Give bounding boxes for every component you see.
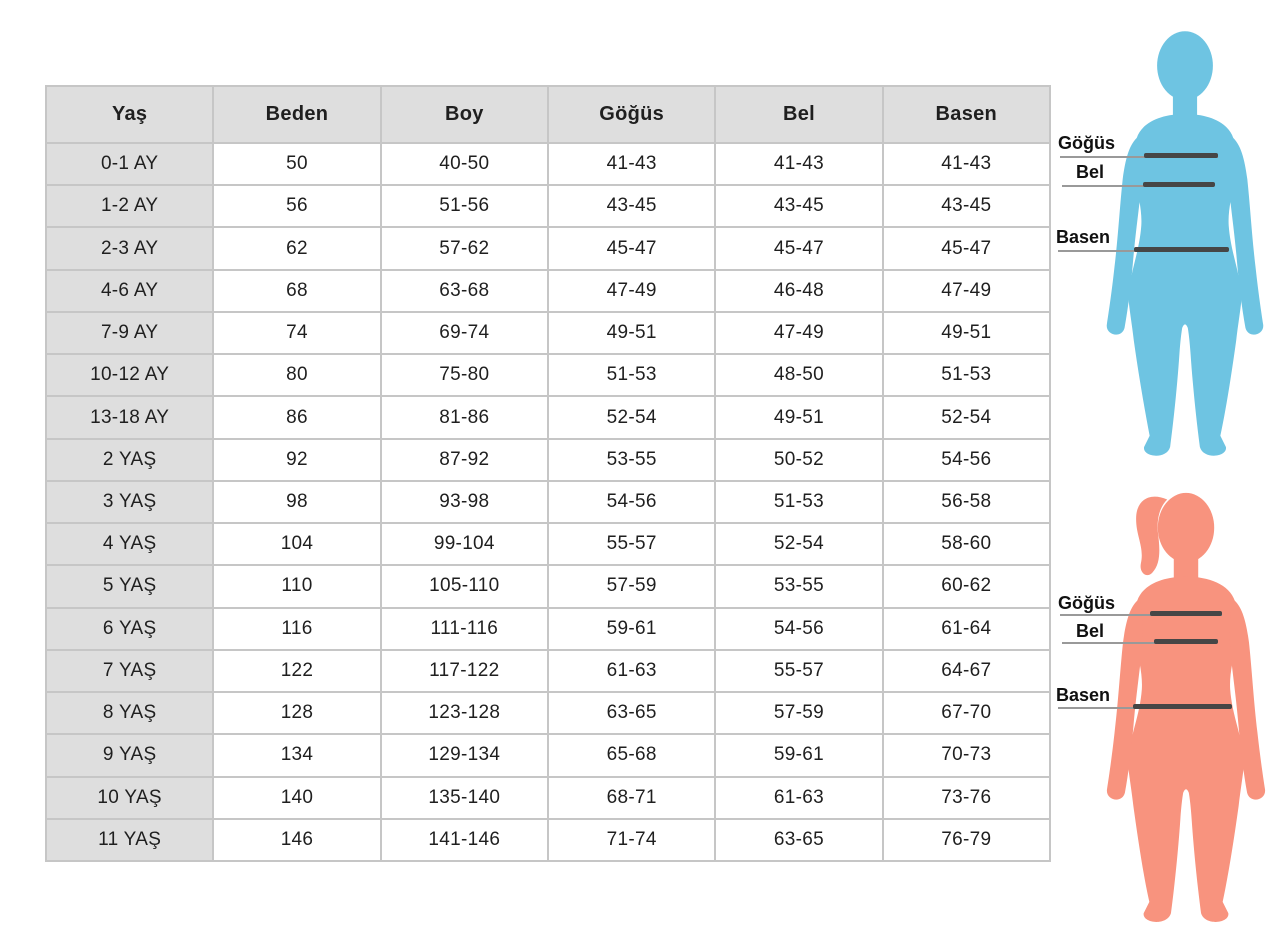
col-header-gogus: Göğüs: [548, 86, 715, 143]
basen-cell: 73-76: [883, 777, 1050, 819]
age-cell: 13-18 AY: [46, 396, 213, 438]
col-header-yas: Yaş: [46, 86, 213, 143]
age-cell: 10-12 AY: [46, 354, 213, 396]
age-cell: 5 YAŞ: [46, 565, 213, 607]
beden-cell: 80: [213, 354, 380, 396]
chest-label: Göğüs: [1058, 593, 1115, 613]
basen-cell: 67-70: [883, 692, 1050, 734]
basen-cell: 58-60: [883, 523, 1050, 565]
age-cell: 7 YAŞ: [46, 650, 213, 692]
gogus-cell: 53-55: [548, 439, 715, 481]
gogus-cell: 52-54: [548, 396, 715, 438]
bel-cell: 43-45: [715, 185, 882, 227]
bel-cell: 59-61: [715, 734, 882, 776]
table-row: [46, 185, 1050, 227]
age-cell: 11 YAŞ: [46, 819, 213, 861]
gogus-cell: 49-51: [548, 312, 715, 354]
table-row: [46, 439, 1050, 481]
beden-cell: 74: [213, 312, 380, 354]
col-header-beden: Beden: [213, 86, 380, 143]
table-row: [46, 354, 1050, 396]
table-row: [46, 227, 1050, 269]
basen-cell: 45-47: [883, 227, 1050, 269]
col-header-bel: Bel: [715, 86, 882, 143]
table-row: [46, 396, 1050, 438]
boy-cell: 87-92: [381, 439, 548, 481]
age-cell: 9 YAŞ: [46, 734, 213, 776]
age-cell: 3 YAŞ: [46, 481, 213, 523]
girl-silhouette-icon: [1092, 480, 1280, 942]
table-row: [46, 734, 1050, 776]
gogus-cell: 45-47: [548, 227, 715, 269]
waist-bar-icon: [1154, 639, 1218, 644]
bel-cell: 51-53: [715, 481, 882, 523]
figure-girl: [1048, 478, 1280, 948]
bel-cell: 54-56: [715, 608, 882, 650]
size-table: [45, 85, 1051, 862]
table-row: [46, 312, 1050, 354]
boy-cell: 135-140: [381, 777, 548, 819]
waist-bar-icon: [1143, 182, 1215, 187]
col-header-boy: Boy: [381, 86, 548, 143]
gogus-cell: 57-59: [548, 565, 715, 607]
boy-cell: 63-68: [381, 270, 548, 312]
bel-cell: 41-43: [715, 143, 882, 185]
waist-label: Bel: [1076, 621, 1105, 641]
basen-cell: 43-45: [883, 185, 1050, 227]
basen-cell: 60-62: [883, 565, 1050, 607]
boy-cell: 129-134: [381, 734, 548, 776]
boy-cell: 117-122: [381, 650, 548, 692]
basen-cell: 54-56: [883, 439, 1050, 481]
boy-cell: 93-98: [381, 481, 548, 523]
size-table-header: [46, 86, 1050, 143]
boy-cell: 105-110: [381, 565, 548, 607]
age-cell: 4 YAŞ: [46, 523, 213, 565]
gogus-cell: 59-61: [548, 608, 715, 650]
beden-cell: 146: [213, 819, 380, 861]
bel-cell: 53-55: [715, 565, 882, 607]
chest-bar-icon: [1144, 153, 1218, 158]
bel-cell: 55-57: [715, 650, 882, 692]
boy-cell: 141-146: [381, 819, 548, 861]
basen-cell: 52-54: [883, 396, 1050, 438]
table-row: [46, 565, 1050, 607]
table-row: [46, 650, 1050, 692]
beden-cell: 116: [213, 608, 380, 650]
beden-cell: 128: [213, 692, 380, 734]
boy-cell: 40-50: [381, 143, 548, 185]
beden-cell: 50: [213, 143, 380, 185]
chest-bar-icon: [1150, 611, 1222, 616]
gogus-cell: 43-45: [548, 185, 715, 227]
bel-cell: 63-65: [715, 819, 882, 861]
age-cell: 8 YAŞ: [46, 692, 213, 734]
bel-cell: 50-52: [715, 439, 882, 481]
basen-cell: 61-64: [883, 608, 1050, 650]
age-cell: 6 YAŞ: [46, 608, 213, 650]
bel-cell: 49-51: [715, 396, 882, 438]
gogus-cell: 54-56: [548, 481, 715, 523]
age-cell: 4-6 AY: [46, 270, 213, 312]
hip-label: Basen: [1056, 227, 1111, 247]
hip-bar-icon: [1134, 247, 1229, 252]
gogus-cell: 47-49: [548, 270, 715, 312]
age-cell: 7-9 AY: [46, 312, 213, 354]
table-row: [46, 819, 1050, 861]
basen-cell: 51-53: [883, 354, 1050, 396]
bel-cell: 52-54: [715, 523, 882, 565]
beden-cell: 122: [213, 650, 380, 692]
col-header-basen: Basen: [883, 86, 1050, 143]
gogus-cell: 63-65: [548, 692, 715, 734]
table-row: [46, 608, 1050, 650]
basen-cell: 64-67: [883, 650, 1050, 692]
gogus-cell: 71-74: [548, 819, 715, 861]
age-cell: 0-1 AY: [46, 143, 213, 185]
bel-cell: 45-47: [715, 227, 882, 269]
basen-cell: 76-79: [883, 819, 1050, 861]
chest-label: Göğüs: [1058, 133, 1115, 153]
age-cell: 10 YAŞ: [46, 777, 213, 819]
table-row: [46, 692, 1050, 734]
gogus-cell: 41-43: [548, 143, 715, 185]
beden-cell: 56: [213, 185, 380, 227]
waist-label: Bel: [1076, 162, 1105, 182]
beden-cell: 62: [213, 227, 380, 269]
gogus-cell: 61-63: [548, 650, 715, 692]
boy-cell: 99-104: [381, 523, 548, 565]
boy-cell: 81-86: [381, 396, 548, 438]
basen-cell: 41-43: [883, 143, 1050, 185]
table-row: [46, 481, 1050, 523]
bel-cell: 61-63: [715, 777, 882, 819]
table-row: [46, 270, 1050, 312]
hip-label: Basen: [1056, 685, 1111, 705]
basen-cell: 47-49: [883, 270, 1050, 312]
beden-cell: 104: [213, 523, 380, 565]
boy-cell: 111-116: [381, 608, 548, 650]
bel-cell: 46-48: [715, 270, 882, 312]
beden-cell: 134: [213, 734, 380, 776]
age-cell: 2 YAŞ: [46, 439, 213, 481]
gogus-cell: 55-57: [548, 523, 715, 565]
beden-cell: 92: [213, 439, 380, 481]
boy-cell: 51-56: [381, 185, 548, 227]
bel-cell: 47-49: [715, 312, 882, 354]
beden-cell: 68: [213, 270, 380, 312]
hip-bar-icon: [1133, 704, 1232, 709]
basen-cell: 70-73: [883, 734, 1050, 776]
boy-cell: 57-62: [381, 227, 548, 269]
beden-cell: 140: [213, 777, 380, 819]
figure-child: [1048, 22, 1280, 472]
table-row: [46, 777, 1050, 819]
bel-cell: 48-50: [715, 354, 882, 396]
boy-cell: 123-128: [381, 692, 548, 734]
age-cell: 2-3 AY: [46, 227, 213, 269]
gogus-cell: 65-68: [548, 734, 715, 776]
age-cell: 1-2 AY: [46, 185, 213, 227]
gogus-cell: 68-71: [548, 777, 715, 819]
table-row: [46, 143, 1050, 185]
header-row: [46, 86, 1050, 143]
beden-cell: 86: [213, 396, 380, 438]
basen-cell: 56-58: [883, 481, 1050, 523]
basen-cell: 49-51: [883, 312, 1050, 354]
beden-cell: 110: [213, 565, 380, 607]
boy-cell: 75-80: [381, 354, 548, 396]
gogus-cell: 51-53: [548, 354, 715, 396]
beden-cell: 98: [213, 481, 380, 523]
boy-cell: 69-74: [381, 312, 548, 354]
bel-cell: 57-59: [715, 692, 882, 734]
table-row: [46, 523, 1050, 565]
size-table-body: [46, 143, 1050, 861]
